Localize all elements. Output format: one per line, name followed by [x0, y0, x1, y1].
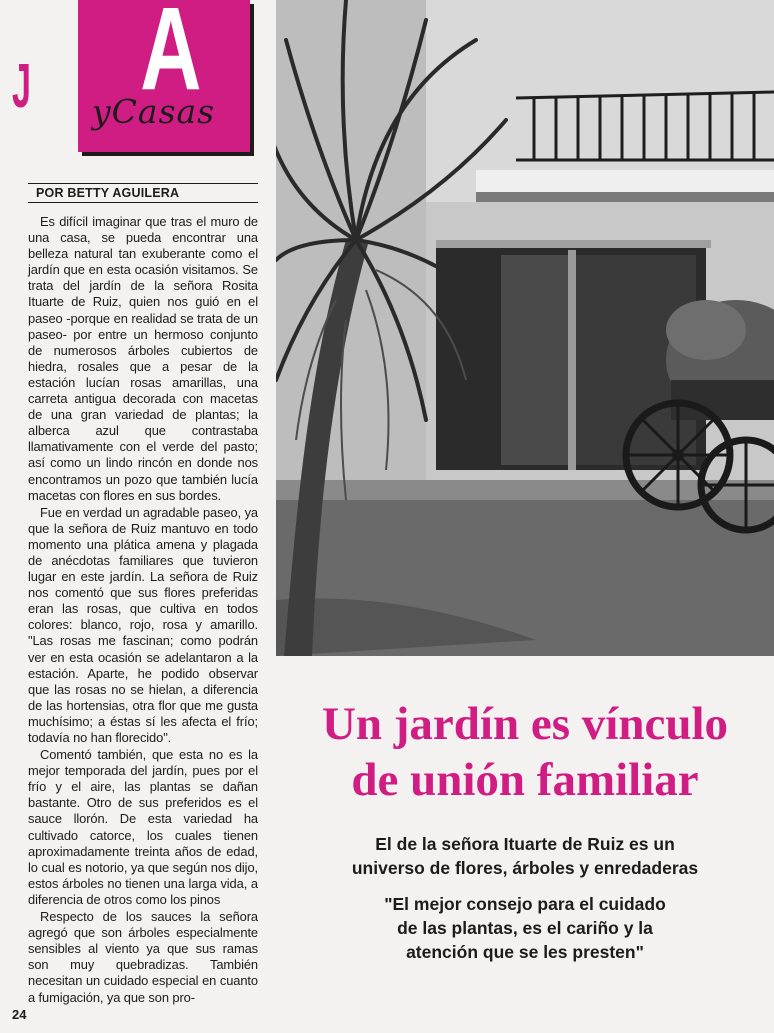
- page-number: 24: [12, 1007, 27, 1022]
- article-subhead: [276, 832, 774, 880]
- article-headline: [276, 696, 774, 808]
- logo-script: yCasas: [92, 92, 216, 131]
- garden-photo: [276, 0, 774, 656]
- quote-line: atención que se les presten": [406, 942, 644, 962]
- garden-photo-illustration: [276, 0, 774, 656]
- pull-quote: [276, 892, 774, 964]
- byline: POR BETTY AGUILERA: [28, 183, 258, 203]
- body-paragraph: Comentó también, que esta no es la mejor temporada del jardín, pues por el frío y el aire, las plantas se dañan bastante. Otro de sus preferidos es el sauce llorón. De esta variedad ha cultivado catorce, los cuales tienen aproximadamente treinta años de edad, lo cual es notorio, ya que según nos dijo, estos árboles no tienen una larga vida, a diferencia de otros como los pinos: [28, 747, 258, 907]
- subhead-line: El de la señora Ituarte de Ruiz es un: [375, 834, 675, 854]
- body-paragraph: Respecto de los sauces la señora agregó que son árboles especialmente sensibles al viento ya que sus ramas son muy quebradizas. También necesitan un cuidado especial en cuanto a fumigación, ya que son pro-: [28, 909, 258, 1005]
- quote-line: "El mejor consejo para el cuidado: [384, 894, 666, 914]
- body-paragraph: Es difícil imaginar que tras el muro de una casa, se pueda encontrar una belleza natural tan exuberante como el jardín que en esta ocasión visitamos. Se trata del jardín de la señora Rosita Ituarte de Ruiz, quien nos guió en el paseo -porque en realidad se trata de un paseo- por entre un hermoso conjunto de numerosos árboles cubiertos de hiedra, rosales que a pesar de la estación lucían rosas amarillas, una carreta antigua decorada con macetas de una gran variedad de plantas; la alberca azul que contrastaba llamativamente con el verde del pasto; así como un lindo rincón en donde nos encontramos un pozo que también lucía macetas con flores en sus bordes.: [28, 214, 258, 503]
- headline-line: de unión familiar: [351, 754, 699, 806]
- subhead-line: universo de flores, árboles y enredaderas: [351, 858, 699, 878]
- quote-line: de las plantas, es el cariño y la: [397, 918, 653, 938]
- article-body: [28, 214, 258, 1007]
- logo-letter: A: [140, 0, 202, 115]
- body-paragraph: Fue en verdad un agradable paseo, ya que la señora de Ruiz mantuvo en todo momento una plática amena y plagada de anécdotas familiares que tuvieron lugar en este jardín. La señora de Ruiz nos comentó que sus flores preferidas eran las rosas, que cultiva en todos colores: blanco, rojo, rosa y amarillo. "Las rosas me fascinan; como podrán ver en esta ocasión se adelantaron a la estación. Aparte, he podido observar que las rosas no se hielan, a diferencia de las hortensias, otra flor que me gusta muchísimo; a éstas sí les afecta el frío; todavía no han florecido".: [28, 504, 258, 745]
- headline-line: Un jardín es vínculo: [321, 698, 729, 750]
- masthead-letter: J: [12, 52, 31, 121]
